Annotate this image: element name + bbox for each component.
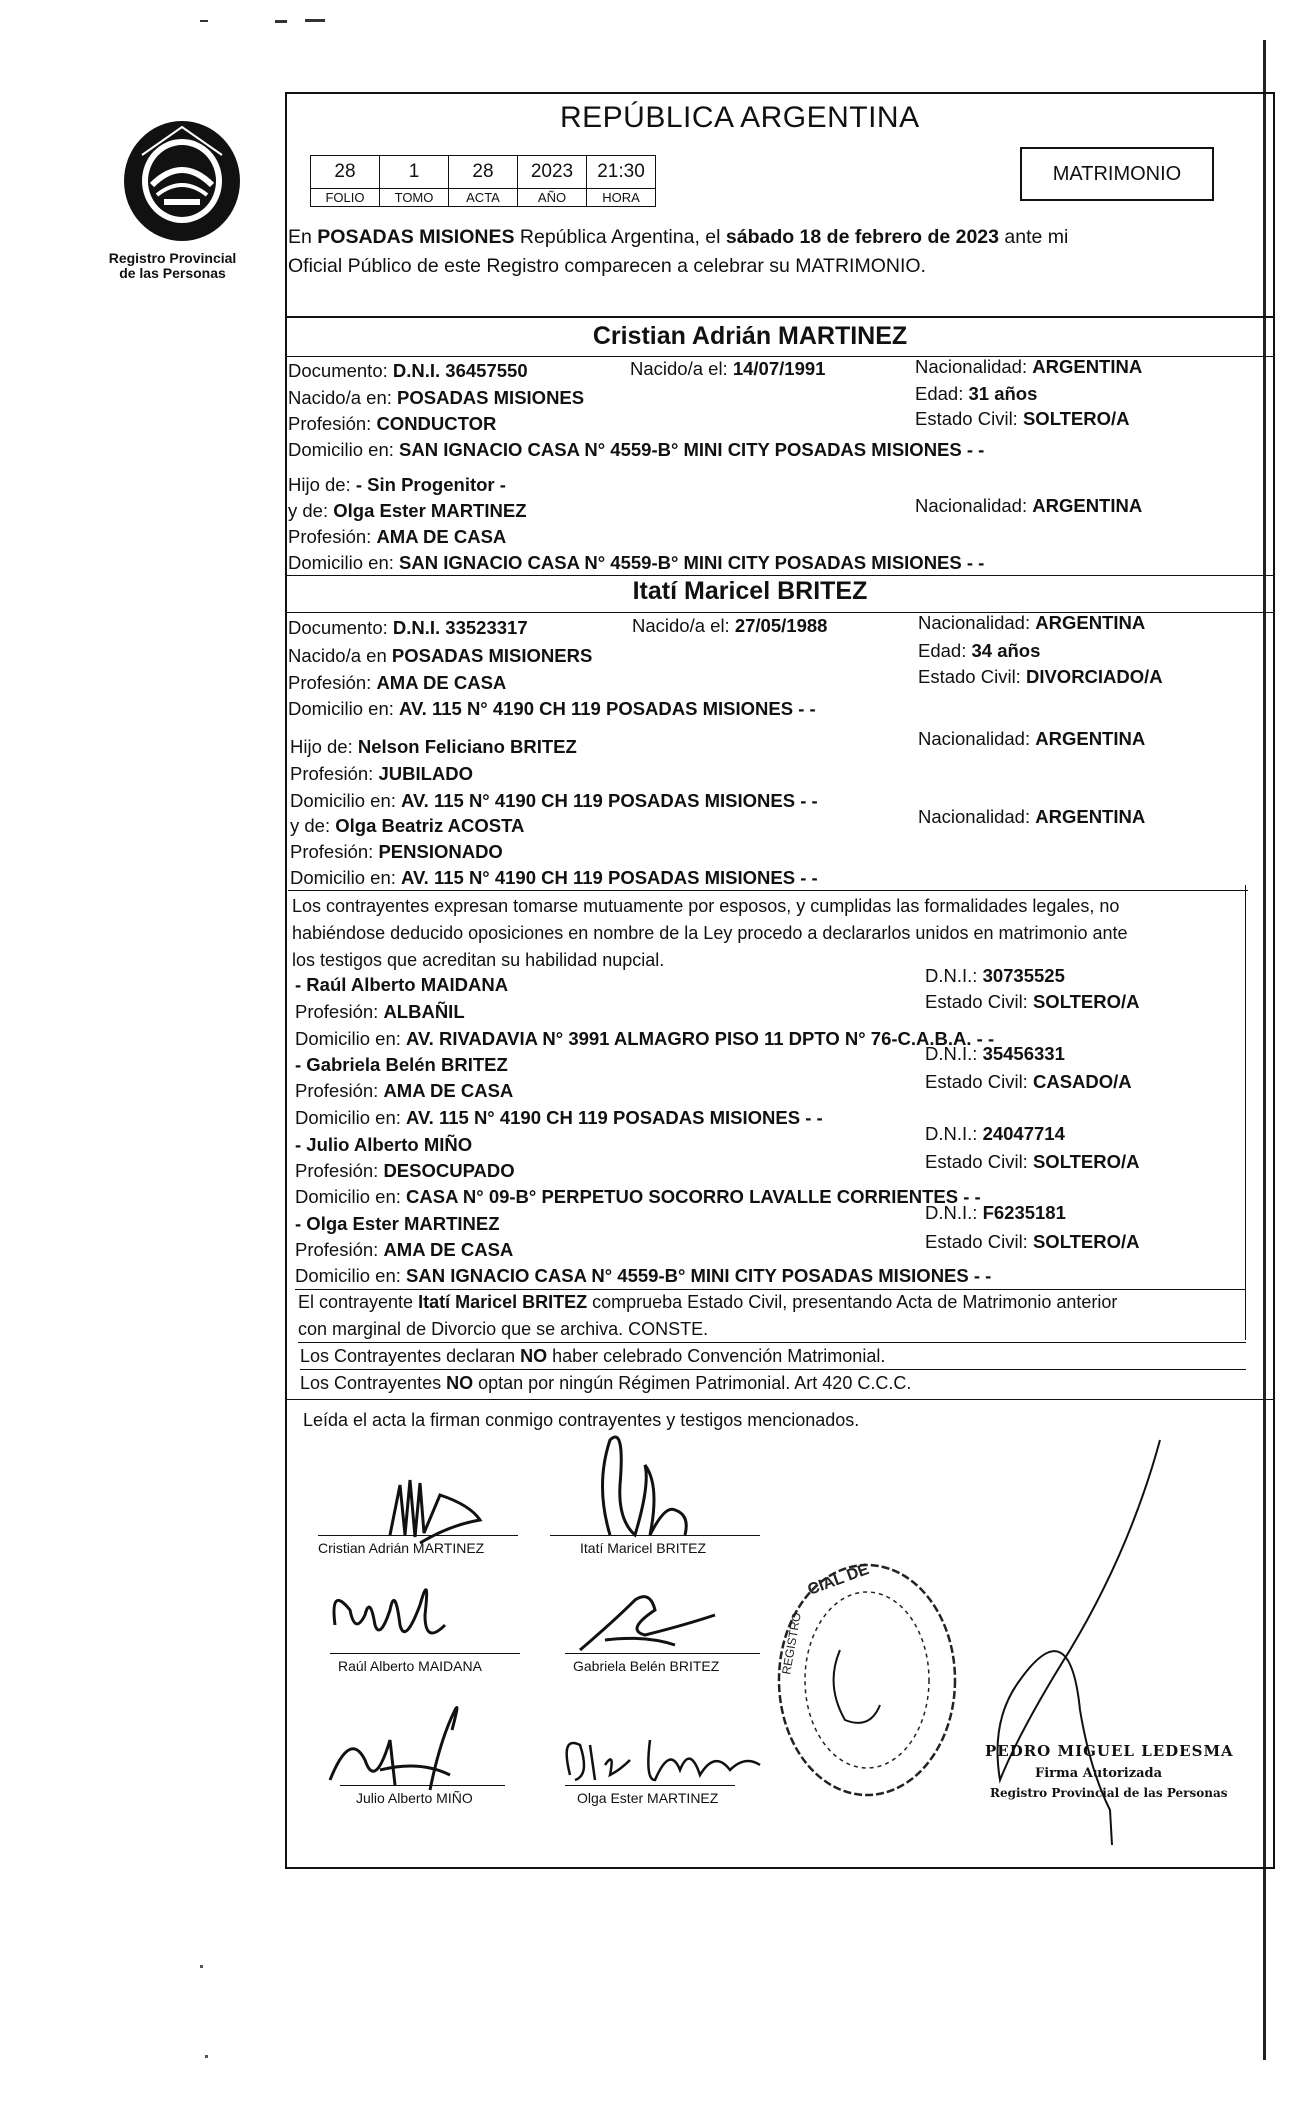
divider [285, 575, 1275, 576]
witness3-civil-status: Estado Civil: SOLTERO/A [925, 1151, 1140, 1172]
spouse1-father: Hijo de: - Sin Progenitor - [288, 474, 506, 495]
signature-line [565, 1653, 760, 1654]
signature-line [340, 1785, 505, 1786]
signature-gabriela [575, 1590, 725, 1660]
spouse1-doc: Documento: D.N.I. 36457550 [288, 360, 528, 381]
signature-line [550, 1535, 760, 1536]
hora-label: HORA [587, 189, 656, 207]
witness2-dni: D.N.I.: 35456331 [925, 1043, 1065, 1064]
signature-line [565, 1785, 735, 1786]
witness4-dni: D.N.I.: F6235181 [925, 1202, 1066, 1223]
frame-right-inner [1245, 885, 1246, 1340]
act-number-table [310, 155, 656, 207]
signature-label-olga: Olga Ester MARTINEZ [577, 1790, 719, 1806]
folio-label: FOLIO [311, 189, 380, 207]
signature-line [330, 1653, 520, 1654]
civil-status-note-line1: El contrayente Itatí Maricel BRITEZ comprueba Estado Civil, presentando Acta de Matrimonio anterior [298, 1292, 1118, 1312]
witness1-profession: Profesión: ALBAÑIL [295, 1001, 465, 1022]
spouse2-civil-status: Estado Civil: DIVORCIADO/A [918, 666, 1163, 687]
acta-label: ACTA [449, 189, 518, 207]
witness4-civil-status: Estado Civil: SOLTERO/A [925, 1231, 1140, 1252]
spouse1-age: Edad: 31 años [915, 383, 1038, 404]
spouse2-name: Itatí Maricel BRITEZ [632, 577, 868, 605]
intro-text [288, 223, 1068, 281]
civil-status-note [298, 1289, 1117, 1343]
act-type: MATRIMONIO [1052, 162, 1182, 185]
spouse1-name: Cristian Adrián MARTINEZ [592, 322, 908, 350]
signature-label-itati: Itatí Maricel BRITEZ [580, 1540, 707, 1556]
official-role: Firma Autorizada [1035, 1766, 1163, 1781]
spouse1-address: Domicilio en: SAN IGNACIO CASA N° 4559-B° MINI CITY POSADAS MISIONES - - [288, 439, 985, 460]
intro-line1: En POSADAS MISIONES República Argentina, el sábado 18 de febrero de 2023 ante mi [288, 226, 1069, 248]
declaration-line3: los testigos que acreditan su habilidad nupcial. [292, 950, 665, 970]
divider [285, 1399, 1275, 1400]
svg-text:REGISTRO: REGISTRO [779, 1611, 804, 1676]
act-type-box [1020, 147, 1214, 201]
intro-line2: Oficial Público de este Registro comparecen a celebrar su MATRIMONIO. [288, 255, 926, 277]
signatures-intro: Leída el acta la firman conmigo contrayentes y testigos mencionados. [303, 1410, 860, 1430]
tomo-value: 1 [380, 156, 449, 189]
scan-mark [275, 20, 287, 23]
folio-value: 28 [311, 156, 380, 189]
witness3-dni: D.N.I.: 24047714 [925, 1123, 1065, 1144]
official-org: Registro Provincial de las Personas [990, 1786, 1228, 1800]
tomo-label: TOMO [380, 189, 449, 207]
spouse2-father-address: Domicilio en: AV. 115 N° 4190 CH 119 POSADAS MISIONES - - [290, 790, 818, 811]
spouse2-father-nationality: Nacionalidad: ARGENTINA [918, 728, 1146, 749]
signature-label-raul: Raúl Alberto MAIDANA [338, 1658, 482, 1674]
scan-mark [200, 1965, 203, 1968]
witness1-dni: D.N.I.: 30735525 [925, 965, 1065, 986]
witness2-name: - Gabriela Belén BRITEZ [295, 1054, 508, 1075]
signature-itati [590, 1425, 720, 1545]
regime-note: Los Contrayentes NO optan por ningún Régimen Patrimonial. Art 420 C.C.C. [300, 1373, 912, 1393]
spouse2-mother: y de: Olga Beatriz ACOSTA [290, 815, 525, 836]
spouse2-father-profession: Profesión: JUBILADO [290, 763, 473, 784]
official-name: PEDRO MIGUEL LEDESMA [985, 1742, 1234, 1760]
witness2-civil-status: Estado Civil: CASADO/A [925, 1071, 1132, 1092]
witness3-address: Domicilio en: CASA N° 09-B° PERPETUO SOCORRO LAVALLE CORRIENTES - - [295, 1186, 981, 1207]
spouse2-birthdate: Nacido/a el: 27/05/1988 [632, 615, 828, 636]
signature-label-cristian: Cristian Adrián MARTINEZ [318, 1540, 485, 1556]
hora-value: 21:30 [587, 156, 656, 189]
signature-label-julio: Julio Alberto MIÑO [356, 1790, 473, 1806]
divider [288, 890, 1248, 891]
civil-status-note-line2: con marginal de Divorcio que se archiva. CONSTE. [298, 1319, 709, 1339]
ano-label: AÑO [518, 189, 587, 207]
spouse2-birthplace: Nacido/a en POSADAS MISIONERS [288, 645, 593, 666]
spouse1-mother-profession: Profesión: AMA DE CASA [288, 526, 507, 547]
signature-line [318, 1535, 518, 1536]
witness3-name: - Julio Alberto MIÑO [295, 1134, 473, 1155]
spouse2-mother-address: Domicilio en: AV. 115 N° 4190 CH 119 POSADAS MISIONES - - [290, 867, 818, 888]
spouse2-father: Hijo de: Nelson Feliciano BRITEZ [290, 736, 577, 757]
spouse1-birthplace: Nacido/a en: POSADAS MISIONES [288, 387, 585, 408]
spouse2-profession: Profesión: AMA DE CASA [288, 672, 507, 693]
page-title: REPÚBLICA ARGENTINA [560, 101, 920, 134]
acta-value: 28 [449, 156, 518, 189]
declaration-line1: Los contrayentes expresan tomarse mutuamente por esposos, y cumplidas las formalidades legales, no [292, 896, 1120, 916]
declaration-line2: habiéndose deducido oposiciones en nombre de la Ley procedo a declararlos unidos en matrimonio ante [292, 923, 1128, 943]
logo-caption: Registro Provincial de las Personas [108, 250, 237, 281]
spouse2-doc: Documento: D.N.I. 33523317 [288, 617, 528, 638]
scan-mark [205, 2055, 208, 2058]
spouse2-mother-profession: Profesión: PENSIONADO [290, 841, 503, 862]
witness1-civil-status: Estado Civil: SOLTERO/A [925, 991, 1140, 1012]
official-stamp [770, 1555, 965, 1805]
witness4-profession: Profesión: AMA DE CASA [295, 1239, 514, 1260]
witness4-address: Domicilio en: SAN IGNACIO CASA N° 4559-B° MINI CITY POSADAS MISIONES - - [295, 1265, 992, 1286]
spouse2-address: Domicilio en: AV. 115 N° 4190 CH 119 POSADAS MISIONES - - [288, 698, 816, 719]
spouse1-mother-address: Domicilio en: SAN IGNACIO CASA N° 4559-B° MINI CITY POSADAS MISIONES - - [288, 552, 985, 573]
spouse1-profession: Profesión: CONDUCTOR [288, 413, 497, 434]
spouse1-mother-nationality: Nacionalidad: ARGENTINA [915, 495, 1143, 516]
spouse2-age: Edad: 34 años [918, 640, 1041, 661]
scan-mark [305, 19, 325, 22]
witness2-profession: Profesión: AMA DE CASA [295, 1080, 514, 1101]
ano-value: 2023 [518, 156, 587, 189]
witness4-name: - Olga Ester MARTINEZ [295, 1213, 500, 1234]
spouse1-civil-status: Estado Civil: SOLTERO/A [915, 408, 1130, 429]
spouse1-nationality: Nacionalidad: ARGENTINA [915, 356, 1143, 377]
convention-note: Los Contrayentes declaran NO haber celebrado Convención Matrimonial. [300, 1346, 886, 1366]
spouse1-birthdate: Nacido/a el: 14/07/1991 [630, 358, 826, 379]
witness2-address: Domicilio en: AV. 115 N° 4190 CH 119 POSADAS MISIONES - - [295, 1107, 823, 1128]
svg-text:CIAL DE: CIAL DE [805, 1560, 872, 1599]
scan-mark [200, 20, 208, 22]
signature-label-gabriela: Gabriela Belén BRITEZ [573, 1658, 720, 1674]
witness1-address: Domicilio en: AV. RIVADAVIA N° 3991 ALMAGRO PISO 11 DPTO N° 76-C.A.B.A. - - [295, 1028, 995, 1049]
signature-raul [325, 1565, 465, 1655]
witness3-profession: Profesión: DESOCUPADO [295, 1160, 515, 1181]
spouse2-nationality: Nacionalidad: ARGENTINA [918, 612, 1146, 633]
spouse1-mother: y de: Olga Ester MARTINEZ [288, 500, 527, 521]
witness1-name: - Raúl Alberto MAIDANA [295, 974, 509, 995]
spouse2-mother-nationality: Nacionalidad: ARGENTINA [918, 806, 1146, 827]
divider [285, 316, 1275, 318]
